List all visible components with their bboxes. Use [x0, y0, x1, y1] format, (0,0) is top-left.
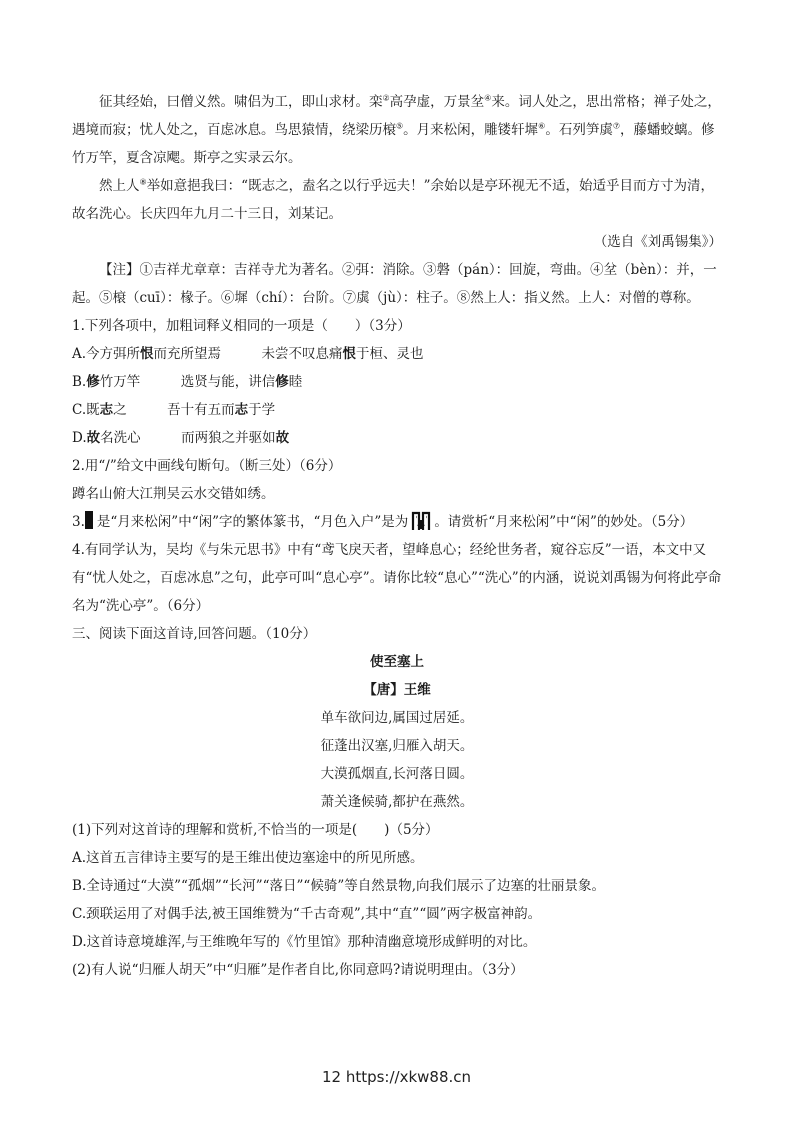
text-run: 竹万竿 选贤与能，讲信	[99, 374, 276, 390]
poem-line: 大漠孤烟直,长河落日圆。	[320, 766, 474, 782]
poem-line: 单车欲问边,属国过居延。	[320, 710, 474, 726]
bold-word: 故	[275, 430, 290, 446]
passage-paragraph-2	[72, 172, 722, 228]
question-1-stem: 1.下列各项中，加粗词释义相同的一项是（ ）（3分）	[72, 318, 411, 334]
text-run: 而充所望焉 未尝不叹息痛	[153, 346, 343, 362]
text-run: 于学	[248, 402, 276, 418]
text-run: A.今方弭所	[72, 346, 141, 362]
poem-title: 使至塞上	[370, 654, 424, 670]
poem-question-1-option-a: A.这首五言律诗主要写的是王维出使边塞途中的所见所感。	[72, 850, 424, 866]
text-run: 。请赏析“月来松闲”中“闲”的妙处。（5分）	[434, 514, 694, 530]
passage-source: （选自《刘禹锡集》）	[593, 234, 722, 250]
bold-word: 恨	[140, 346, 154, 362]
poem-line: 征蓬出汉塞,归雁入胡天。	[320, 738, 474, 754]
text-run: 名洗心 而两狼之并驱如	[100, 430, 276, 446]
footnote-marker: ④	[484, 93, 492, 103]
bold-word: 志	[99, 402, 114, 418]
poem-line: 萧关逢候骑,都护在燕然。	[320, 794, 474, 810]
bold-word: 恨	[342, 346, 357, 362]
poem-question-1-option-c: C.颈联运用了对偶手法,被王国维赞为“千古奇观”,其中“直”“圆”两字极富神韵。	[72, 906, 542, 922]
question-4: 4.有同学认为，吴均《与朱元思书》中有“鸢飞戾天者，望峰息心；经纶世务者，窥谷忘反”一语，本文中又有“忧人处之，百虑冰息”之句，此亭可叫“息心亭”。请你比较“息心”“洗心”的内涵，说说刘禹锡为何将此亭命名为“洗心亭”。（6分）	[72, 542, 722, 614]
question-3	[72, 508, 722, 536]
passage-paragraph-1	[72, 88, 722, 172]
bold-word: 志	[234, 402, 249, 418]
poem-question-1-stem: (1)下列对这首诗的理解和赏析,不恰当的一项是( )（5分）	[72, 822, 439, 838]
question-1-option-c	[72, 396, 722, 424]
seal-script-glyph-image	[85, 511, 93, 529]
text-run: 高孕虚，万景坌	[389, 94, 485, 110]
text-run: 是“月来松闲”中“闲”字的繁体篆书，“月色入户”是为	[96, 514, 409, 530]
footnote-marker: ⑧	[139, 177, 147, 187]
text-run: 3.	[72, 514, 85, 530]
passage-notes: 【注】①吉祥尤章章：吉祥寺尤为著名。②弭：消除。③磐（pán）：回旋，弯曲。④坌（bèn）：并，一起。⑤榱（cuī）：椽子。⑥墀（chí）：台阶。⑦虡（jù）：柱子。⑧然上人：指义然。上人：对僧的尊称。	[72, 262, 717, 306]
poem-question-1-option-d: D.这首诗意境雄浑,与王维晚年写的《竹里馆》那种清幽意境形成鲜明的对比。	[72, 934, 537, 950]
text-run: C.既	[72, 402, 100, 418]
poem-question-1-option-b: B.全诗通过“大漠”“孤烟”“长河”“落日”“候骑”等自然景物,向我们展示了边塞的壮丽景象。	[72, 878, 606, 894]
question-2-text: 蹲名山俯大江荆吴云水交错如绣。	[72, 486, 275, 502]
question-2-stem: 2.用“/”给文中画线句断句。（断三处）（6分）	[72, 458, 342, 474]
footnote-marker: ⑦	[612, 121, 621, 131]
text-run: D.	[72, 430, 87, 446]
text-run: 于桓、灵也	[356, 346, 424, 362]
section-3-heading: 三、阅读下面这首诗,回答问题。（10分）	[72, 626, 317, 642]
question-1-option-a	[72, 340, 722, 368]
footnote-marker: ②	[382, 93, 390, 103]
poem-question-2-stem: (2)有人说“归雁人胡天”中“归雁”是作者自比,你同意吗?请说明理由。（3分）	[72, 962, 524, 978]
question-1-option-b	[72, 368, 722, 396]
bold-word: 修	[86, 374, 100, 390]
document-content	[72, 88, 722, 984]
text-run: 举如意挹我曰：“既志之，盍名之以行乎远夫！”余始以是亭环视无不适，始适乎目而方寸为清，故名洗心。长庆四年九月二十三日，刘某记。	[72, 178, 714, 222]
question-1-option-d	[72, 424, 722, 452]
page-footer: 12 https://xkw88.cn	[321, 1068, 472, 1086]
text-run: 睦	[288, 374, 303, 390]
footnote-marker: ⑤	[396, 121, 404, 131]
text-run: 。月来松闲，雕镂轩墀	[403, 122, 539, 138]
footnote-marker: ⑥	[538, 121, 546, 131]
text-run: 之 吾十有五而	[113, 402, 235, 418]
text-run: B.	[72, 374, 87, 390]
seal-script-character-icon	[410, 510, 432, 532]
text-run: 征其经始，曰僧义然。啸侣为工，即山求材。栾	[99, 94, 383, 110]
bold-word: 故	[86, 430, 101, 446]
text-run: 来。词人处之，思出常格；禅子处之，遇境而寂；忧人处之，百虑冰息。鸟思猿情，绕梁历榱	[72, 94, 721, 138]
text-run: 然上人	[99, 178, 140, 194]
bold-word: 修	[275, 374, 289, 390]
text-run: ，藤蟠蛟螭。修竹万竿，夏含凉飔。斯亭之实录云尔。	[72, 122, 715, 166]
poem-author: 【唐】王维	[363, 682, 431, 698]
text-run: 。石列笋虡	[545, 122, 613, 138]
